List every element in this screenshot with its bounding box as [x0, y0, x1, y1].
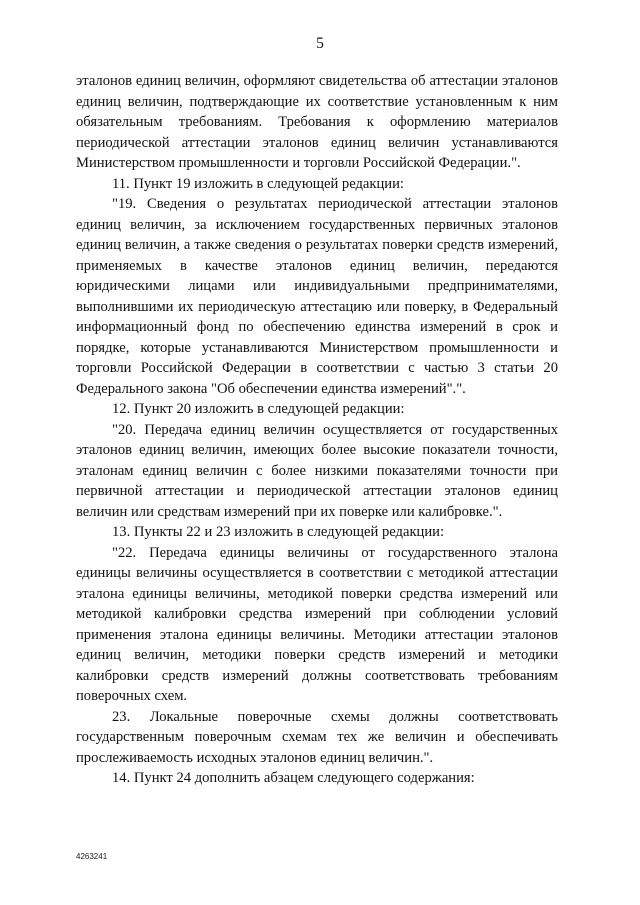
paragraph-item-13: 13. Пункты 22 и 23 изложить в следующей редакции:: [112, 524, 445, 540]
paragraph-clause-22: "22. Передача единицы величины от государственного эталона единицы величины осуществляется в соответствии с методикой аттестации эталона единицы величины, методикой поверки средства измерений или методикой калибровки средства измерений при соблюдении условий применения эталона единицы величины. Методики аттестации эталонов единиц величин, методики поверки средств измерений и методики калибровки средств измерений должны соответствовать требованиям поверочных схем.: [76, 544, 558, 704]
paragraph-continuation: эталонов единиц величин, оформляют свидетельства об аттестации эталонов единиц величин, подтверждающие их соответствие установленным к ним обязательным требованиям. Требования к оформлению материалов периодической аттестации эталонов единиц величин устанавливаются Министерством промышленности и торговли Российской Федерации.".: [76, 73, 558, 171]
paragraph-clause-20: "20. Передача единиц величин осуществляется от государственных эталонов единиц величин, имеющих более высокие показатели точности, эталонам единиц величин с более низкими показателями точности при первичной аттестации и периодической аттестации эталонов единиц величин или средствам измерений при их поверке или калибровке.".: [76, 421, 558, 520]
paragraph-clause-19: "19. Сведения о результатах периодической аттестации эталонов единиц величин, за исключением государственных первичных эталонов единиц величин, а также сведения о результатах поверки средств измерений, применяемых в качестве эталонов единиц величин, передаются юридическими лицами или индивидуальными предпринимателями, выполнившими их периодическую аттестацию или поверку, в Федеральный информационный фонд по обеспечению единства измерений в срок и порядке, которые устанавливаются Министерством промышленности и торговли Российской Федерации в соответствии с частью 3 статьи 20 Федерального закона "Об обеспечении единства измерений".".: [76, 196, 558, 397]
paragraph-item-11: 11. Пункт 19 изложить в следующей редакции:: [112, 175, 404, 192]
paragraph-item-14: 14. Пункт 24 дополнить абзацем следующего содержания:: [112, 770, 475, 786]
page-number: 5: [316, 35, 324, 52]
paragraph-item-12: 12. Пункт 20 изложить в следующей редакции:: [112, 401, 405, 417]
paragraph-clause-23: 23. Локальные поверочные схемы должны соответствовать государственным поверочным схемам тех же величин и обеспечивать прослеживаемость исходных эталонов единиц величин.".: [76, 708, 558, 766]
document-body: [76, 71, 558, 789]
document-code: 4263241: [76, 852, 108, 861]
